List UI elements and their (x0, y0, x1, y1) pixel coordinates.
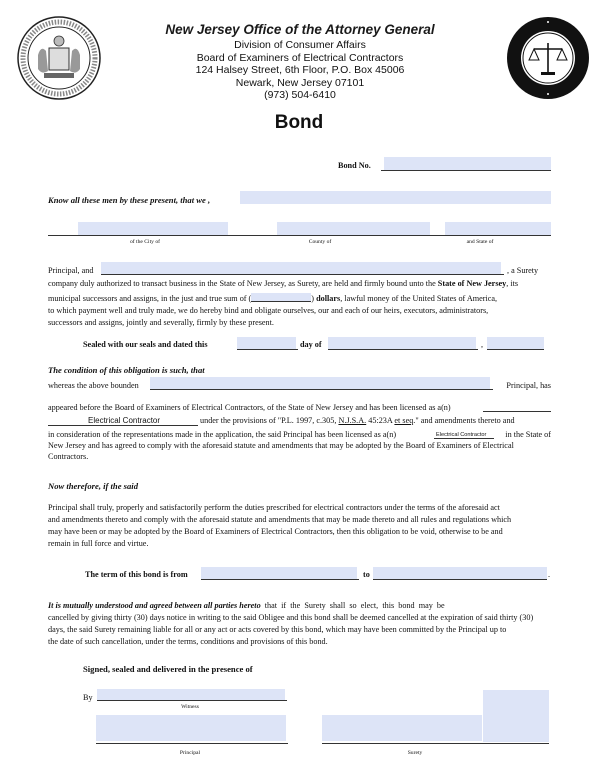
term-from-underline (201, 579, 359, 580)
document-title: Bond (274, 112, 324, 133)
witness-label: Witness (181, 704, 199, 710)
principal-has-label: Principal, has (506, 381, 551, 390)
consideration-text: in consideration of the representations made in the application, the said Principal has been licensed as a(n) (48, 430, 397, 439)
license-type-small-value[interactable]: Electrical Contractor (436, 432, 487, 438)
paragraph-2-line-1: Principal shall truly, properly and satisfactorily perform the duties prescribed for electrical contractors under the terms of the aforesaid act (48, 503, 500, 512)
sealed-dated-label: Sealed with our seals and dated this (83, 340, 208, 349)
date-comma: , (481, 340, 484, 349)
paragraph-3-line-4: the date of such cancellation, under the terms, conditions and provisions of this bond. (48, 637, 328, 646)
know-all-heading: Know all these men by these present, that we , (48, 195, 211, 205)
dated-day-field[interactable] (237, 337, 296, 349)
provisions-text: under the provisions of "P.L. 1997, c.305, N.J.S.A. 45:23A et seq." and amendments thereto and (200, 416, 515, 425)
licensed-as-underline (483, 411, 551, 412)
license-type-small-underline (434, 438, 494, 439)
city-label: of the City of (130, 239, 160, 245)
principal-name-field[interactable] (240, 191, 551, 204)
dated-month-field[interactable] (328, 337, 476, 349)
contractors-text: Contractors. (48, 452, 89, 461)
address-line-1: 124 Halsey Street, 6th Floor, P.O. Box 45006 (195, 64, 405, 76)
bond-no-underline (381, 170, 551, 171)
in-the-state-text: in the State of (505, 430, 551, 439)
day-of-label: day of (300, 340, 322, 349)
city-county-state-underline (48, 235, 551, 236)
phone-number: (973) 504-6410 (264, 89, 336, 101)
city-field[interactable] (78, 222, 228, 235)
witness-underline (97, 700, 287, 701)
county-label: County of (308, 239, 332, 245)
bounden-principal-underline (150, 389, 493, 390)
state-label: and State of (466, 239, 494, 245)
paragraph-2-line-3: may have been or may be adopted by the Board of Examiners of Electrical Contractors, then this obligation to be void, otherwise to be and (48, 527, 503, 536)
license-type-underline (48, 425, 198, 426)
dated-month-underline (328, 349, 478, 350)
by-label: By (83, 693, 93, 702)
bounden-principal-field[interactable] (150, 377, 490, 389)
surety-signature-field[interactable] (322, 715, 482, 741)
attorney-general-seal-icon (505, 15, 591, 101)
surety-signature-label: Surety (407, 750, 423, 756)
bond-no-label: Bond No. (338, 161, 371, 170)
surety-word: , a Surety (507, 266, 539, 275)
signed-sealed-label: Signed, sealed and delivered in the presence of (83, 664, 253, 674)
board-name: Board of Examiners of Electrical Contractors (196, 51, 404, 64)
surety-name-underline (101, 274, 504, 275)
paragraph-1-line-2: municipal successors and assigns, in the just and true sum of ( ) dollars, lawful money of the United States of America, (48, 294, 498, 303)
division-name: Division of Consumer Affairs (234, 39, 366, 51)
state-field[interactable] (445, 222, 551, 235)
term-label: The term of this bond is from (85, 570, 188, 579)
paragraph-2-line-4: remain in full force and virtue. (48, 539, 149, 548)
principal-and-label: Principal, and (48, 266, 94, 275)
license-type-value[interactable]: Electrical Contractor (88, 416, 161, 425)
paragraph-1-line-3: to which payment well and truly made, we do hereby bind and obligate ourselves, our and each of our heirs, executors, administrators, (48, 306, 489, 315)
paragraph-1-line-4: successors and assigns, jointly and severally, firmly by these present. (48, 318, 274, 327)
sum-field[interactable] (251, 293, 311, 302)
term-from-field[interactable] (201, 567, 357, 579)
whereas-label: whereas the above bounden (48, 381, 139, 390)
paragraph-2-line-2: and amendments thereto and comply with the aforesaid statute and amendments that may be made thereto and all rules and regulations which (48, 515, 512, 524)
bond-no-field[interactable] (384, 157, 551, 170)
county-field[interactable] (277, 222, 430, 235)
surety-underline (322, 743, 549, 744)
nj-agreed-text: New Jersey and has agreed to comply with the aforesaid statute and amendments that may be adopted by the Board of Examiners of Electrical (48, 441, 514, 450)
principal-underline (96, 743, 288, 744)
paragraph-1-line-1: company duly authorized to transact business in the State of New Jersey, as Surety, are held and firmly bound unto the State of New Jersey, its (48, 279, 519, 288)
paragraph-3-line-2: cancelled by giving thirty (30) days notice in writing to the said Obligee and this bond shall be deemed cancelled at the expiration of said thirty (30) (48, 613, 534, 622)
paragraph-3-line-3: days, the said Surety remaining liable for all or any act or acts covered by this bond, which may have been committed by the Principal up to (48, 625, 507, 634)
witness-signature-field[interactable] (97, 689, 285, 700)
appeared-text: appeared before the Board of Examiners of Electrical Contractors, of the State of New Jersey and has been licensed as a(n) (48, 403, 451, 412)
address-line-2: Newark, New Jersey 07101 (235, 76, 365, 89)
nj-state-seal-icon (16, 15, 102, 101)
agency-name: New Jersey Office of the Attorney General (165, 22, 435, 37)
dated-year-underline (487, 349, 544, 350)
dated-day-underline (237, 349, 298, 350)
surety-seal-field[interactable] (483, 690, 549, 742)
principal-signature-field[interactable] (96, 715, 286, 741)
term-to-field[interactable] (373, 567, 547, 579)
dated-year-field[interactable] (487, 337, 544, 349)
paragraph-3-line-1: It is mutually understood and agreed between all parties hereto that if the Surety shall so elect, this bond may be (48, 601, 445, 610)
condition-heading: The condition of this obligation is such, that (48, 365, 205, 375)
term-to-label: to (363, 570, 370, 579)
term-period: . (548, 570, 551, 579)
term-to-underline (373, 579, 547, 580)
principal-signature-label: Principal (179, 750, 201, 756)
now-therefore-heading: Now therefore, if the said (48, 481, 138, 491)
